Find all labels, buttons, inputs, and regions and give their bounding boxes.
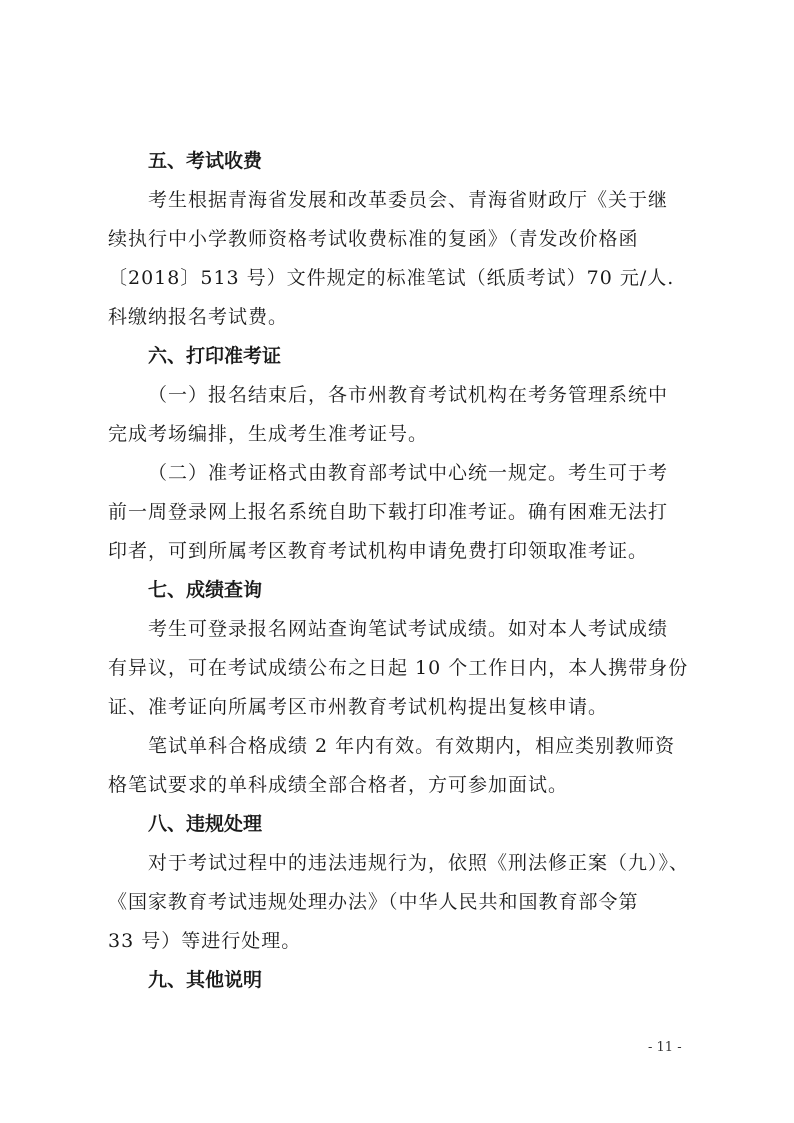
text-line: 有异议，可在考试成绩公布之日起 10 个工作日内，本人携带身份 <box>108 657 689 679</box>
paragraph-score-1 <box>108 610 696 727</box>
paragraph-score-2 <box>108 727 696 805</box>
section-heading-admission-ticket: 六、打印准考证 <box>148 345 282 367</box>
text-line: 格笔试要求的单科成绩全部合格者，方可参加面试。 <box>108 774 569 796</box>
text-line: 续执行中小学教师资格考试收费标准的复函》（青发改价格函 <box>108 228 639 250</box>
section-heading-violations: 八、违规处理 <box>148 813 263 835</box>
text-line: 证、准考证向所属考区市州教育考试机构提出复核申请。 <box>108 696 609 718</box>
text-line: 〔2018〕513 号）文件规定的标准笔试（纸质考试）70 元/人. <box>108 267 675 289</box>
paragraph-admission-2 <box>108 454 696 571</box>
text-line: 33 号）等进行处理。 <box>108 930 302 952</box>
paragraph-fee <box>108 181 696 337</box>
text-line: （一）报名结束后，各市州教育考试机构在考务管理系统中 <box>148 384 669 406</box>
text-line: 前一周登录网上报名系统自助下载打印准考证。确有困难无法打 <box>108 501 669 523</box>
text-line: 对于考试过程中的违法违规行为，依照《刑法修正案（九）》、 <box>148 852 690 874</box>
text-line: （二）准考证格式由教育部考试中心统一规定。考生可于考 <box>148 462 669 484</box>
paragraph-violations <box>108 844 696 961</box>
paragraph-admission-1 <box>108 376 696 454</box>
text-line: 完成考场编排，生成考生准考证号。 <box>108 423 429 445</box>
section-heading-other-notes: 九、其他说明 <box>148 969 263 991</box>
text-line: 印者，可到所属考区教育考试机构申请免费打印领取准考证。 <box>108 540 649 562</box>
text-line: 考生可登录报名网站查询笔试考试成绩。如对本人考试成绩 <box>148 618 669 640</box>
section-heading-score-query: 七、成绩查询 <box>148 579 263 601</box>
page-number: - 11 - <box>648 1040 682 1055</box>
text-line: 笔试单科合格成绩 2 年内有效。有效期内，相应类别教师资 <box>148 735 676 757</box>
text-line: 科缴纳报名考试费。 <box>108 306 289 328</box>
document-body <box>108 142 696 1000</box>
text-line: 考生根据青海省发展和改革委员会、青海省财政厅《关于继 <box>148 189 669 211</box>
text-line: 《国家教育考试违规处理办法》（中华人民共和国教育部令第 <box>108 891 639 913</box>
section-heading-fee: 五、考试收费 <box>148 150 263 172</box>
